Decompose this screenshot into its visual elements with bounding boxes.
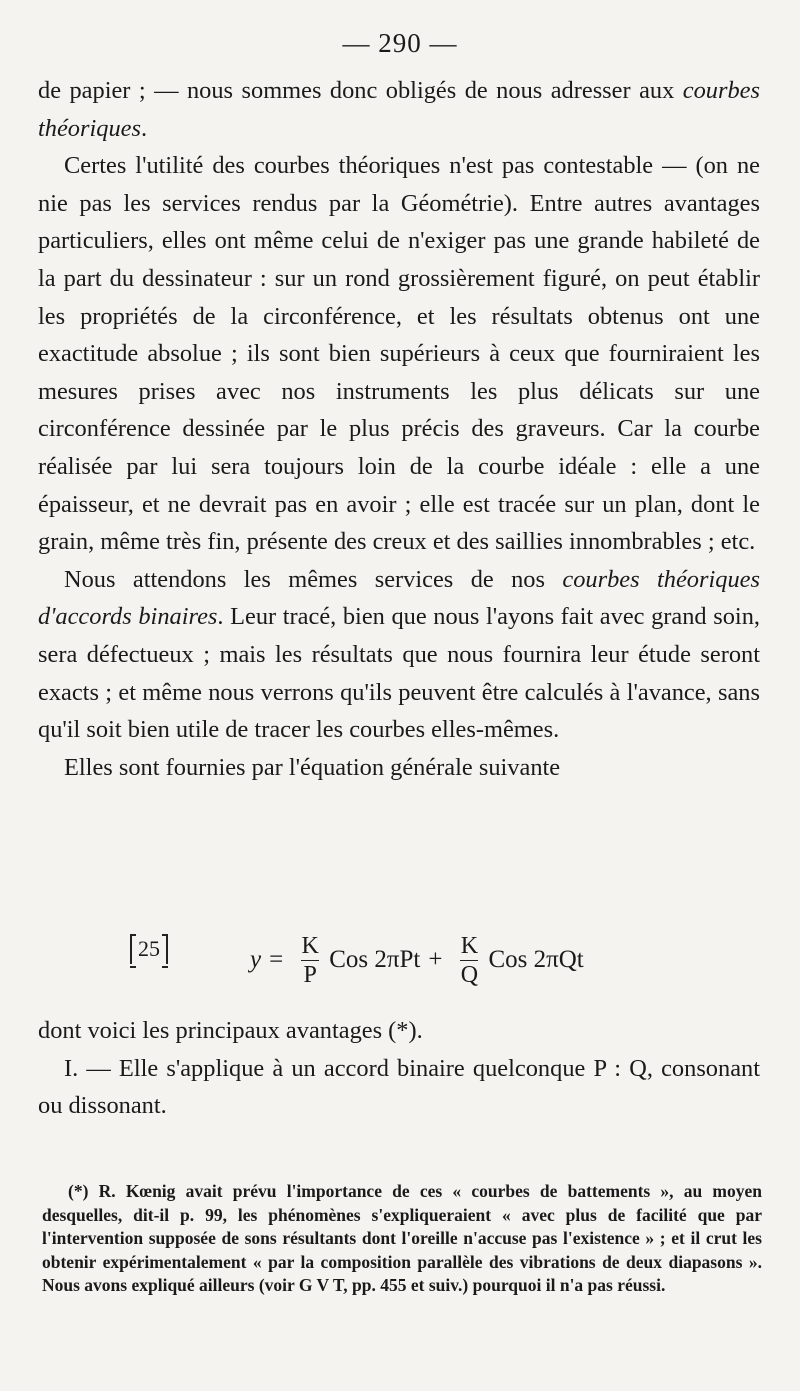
italic-run: courbes théoriques (38, 77, 760, 142)
text-run: Nous attendons les mêmes services de nos (64, 565, 563, 593)
fraction (460, 933, 478, 988)
fraction (301, 933, 319, 988)
footnote (42, 1180, 762, 1298)
numerator: K (460, 932, 479, 959)
footnote-text: (*) R. Kœnig avait prévu l'importance de ces « courbes de battements », au moyen desquelles, dit-il p. 99, les phénomènes s'expliqueraient « avec plus de facilité que par l'intervention supposée de sons résultants dont l'oreille n'accuse pas l'existence » ; et il crut les obtenir expérimentalement « par la composition parallèle des vibrations de deux diapasons ». Nous avons expliqué ailleurs (voir G V T, pp. 455 et suiv.) pourquoi il n'a pas réussi. (42, 1181, 762, 1296)
paragraph (38, 147, 760, 561)
fraction-bar (460, 960, 478, 961)
paragraph (38, 72, 760, 147)
main-text (38, 72, 760, 786)
cosine-term: Cos 2πQt (488, 946, 584, 973)
paragraph: I. — Elle s'applique à un accord binaire quelconque P : Q, consonant ou dissonant. (38, 1054, 760, 1120)
paragraph: dont voici les principaux avantages (*). (38, 1017, 423, 1044)
paragraph (38, 561, 760, 749)
equation-number: 25 (130, 934, 168, 964)
text-run: de papier ; — nous sommes donc obligés de nous adresser aux (38, 77, 683, 104)
equation-lhs: y (250, 946, 262, 973)
equals-sign: = (269, 946, 284, 973)
text-run: Elles sont fournies par l'équation générale suivante (64, 753, 561, 781)
plus-sign: + (428, 946, 443, 973)
text-run: . (140, 114, 148, 142)
equation (130, 924, 750, 996)
paragraph (38, 749, 760, 787)
text-run: Certes l'utilité des courbes théoriques n'est pas contestable — (on ne nie pas les services rendus par la Géométrie). Entre autres avantages particuliers, elles ont même celui de n'exiger pas une grande habileté de la part du dessinateur : sur un rond grossièrement figuré, on peut établir les propriétés de la circonférence, et les résultats obtenus ont une exactitude absolue ; ils sont bien supérieurs à ceux que fourniraient les mesures prises avec nos instruments les plus délicats sur une circonférence dessinée par le plus précis des graveurs. Car la courbe réalisée par lui sera toujours loin de la courbe idéale : elle a une épaisseur, et ne devrait pas en avoir ; elle est tracée sur un plan, dont le grain, même très fin, présente des creux et des saillies innombrables ; etc. (38, 152, 760, 556)
numerator: K (301, 932, 319, 959)
after-equation-text (38, 1012, 760, 1125)
italic-run: courbes théoriques d'accords binaires (38, 565, 760, 631)
denominator: P (303, 961, 317, 988)
text-run: . Leur tracé, bien que nous l'ayons fait avec grand soin, sera défectueux ; mais les résultats que nous fournira leur étude seront exacts ; et même nous verrons qu'ils peuvent être calculés à l'avance, sans qu'il soit bien utile de tracer les courbes elles-mêmes. (38, 603, 760, 744)
equation-body (250, 924, 584, 996)
cosine-term: Cos 2πPt (329, 946, 421, 973)
denominator: Q (460, 961, 479, 988)
page-number: — 290 — (342, 28, 458, 58)
fraction-bar (301, 960, 319, 961)
